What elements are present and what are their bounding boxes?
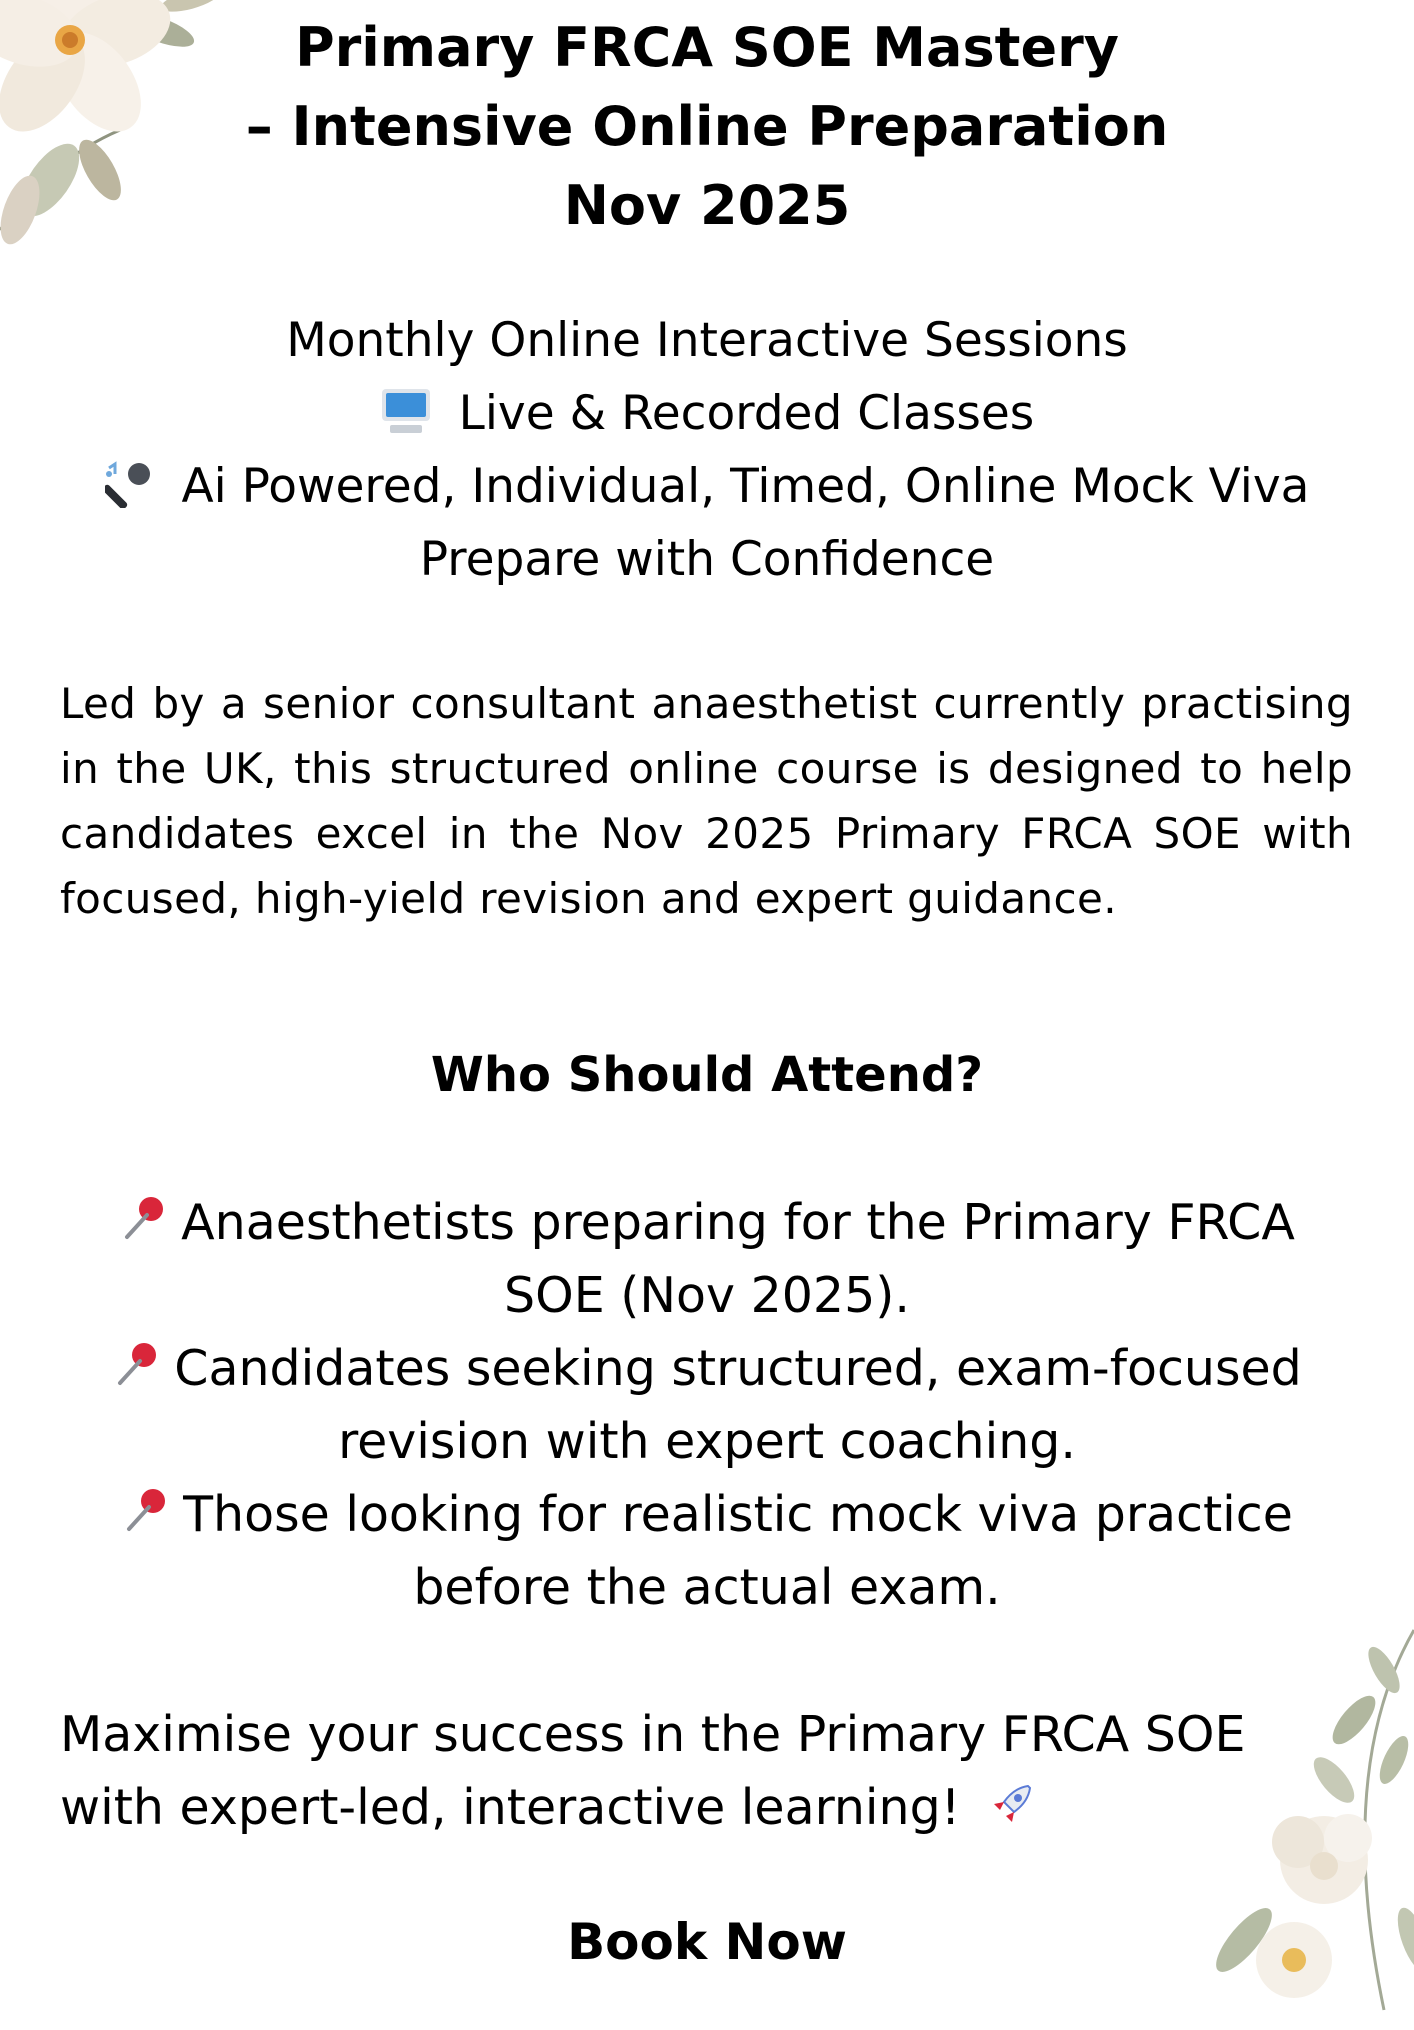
closing-statement: [60, 1698, 1350, 1844]
intro-line-classes-text: Live & Recorded Classes: [458, 386, 1035, 441]
closing-line-2-text: with expert-led, interactive learning!: [60, 1779, 961, 1836]
intro-block: [0, 304, 1414, 596]
list-item: [90, 1186, 1324, 1332]
attendee-item-1: Anaesthetists preparing for the Primary FRCA SOE (Nov 2025).: [181, 1194, 1295, 1324]
intro-line-classes: [0, 377, 1414, 450]
computer-icon: [380, 387, 432, 435]
microphone-icon: [105, 460, 155, 508]
pushpin-icon: [112, 1341, 160, 1389]
title-line-2: – Intensive Online Preparation: [245, 95, 1169, 158]
who-should-attend-heading: Who Should Attend?: [430, 1047, 984, 1103]
closing-line-2: [60, 1771, 1350, 1844]
attendee-item-2: Candidates seeking structured, exam-focused revision with expert coaching.: [174, 1340, 1302, 1470]
intro-line-sessions: Monthly Online Interactive Sessions: [286, 313, 1128, 368]
title-line-1: Primary FRCA SOE Mastery: [295, 16, 1119, 79]
intro-line-mock-viva: [0, 450, 1414, 523]
list-item: [90, 1332, 1324, 1478]
attendee-item-3: Those looking for realistic mock viva practice before the actual exam.: [183, 1486, 1293, 1616]
title-line-3: Nov 2025: [563, 174, 851, 237]
intro-line-confidence: Prepare with Confidence: [419, 532, 995, 587]
rocket-icon: [984, 1780, 1036, 1832]
attendee-list: [90, 1186, 1324, 1624]
list-item: [90, 1478, 1324, 1624]
pushpin-icon: [121, 1487, 169, 1535]
pushpin-icon: [119, 1195, 167, 1243]
closing-line-1: Maximise your success in the Primary FRCA SOE: [60, 1706, 1246, 1763]
course-description: Led by a senior consultant anaesthetist currently practising in the UK, this structured online course is designed to help candidates excel in the Nov 2025 Primary FRCA SOE with focused, high-yield revision and expert guidance.: [60, 679, 1353, 923]
book-now-button[interactable]: Book Now: [567, 1913, 847, 1971]
intro-line-mock-viva-text: Ai Powered, Individual, Timed, Online Mock Viva: [181, 459, 1310, 514]
page-title: [0, 8, 1414, 245]
